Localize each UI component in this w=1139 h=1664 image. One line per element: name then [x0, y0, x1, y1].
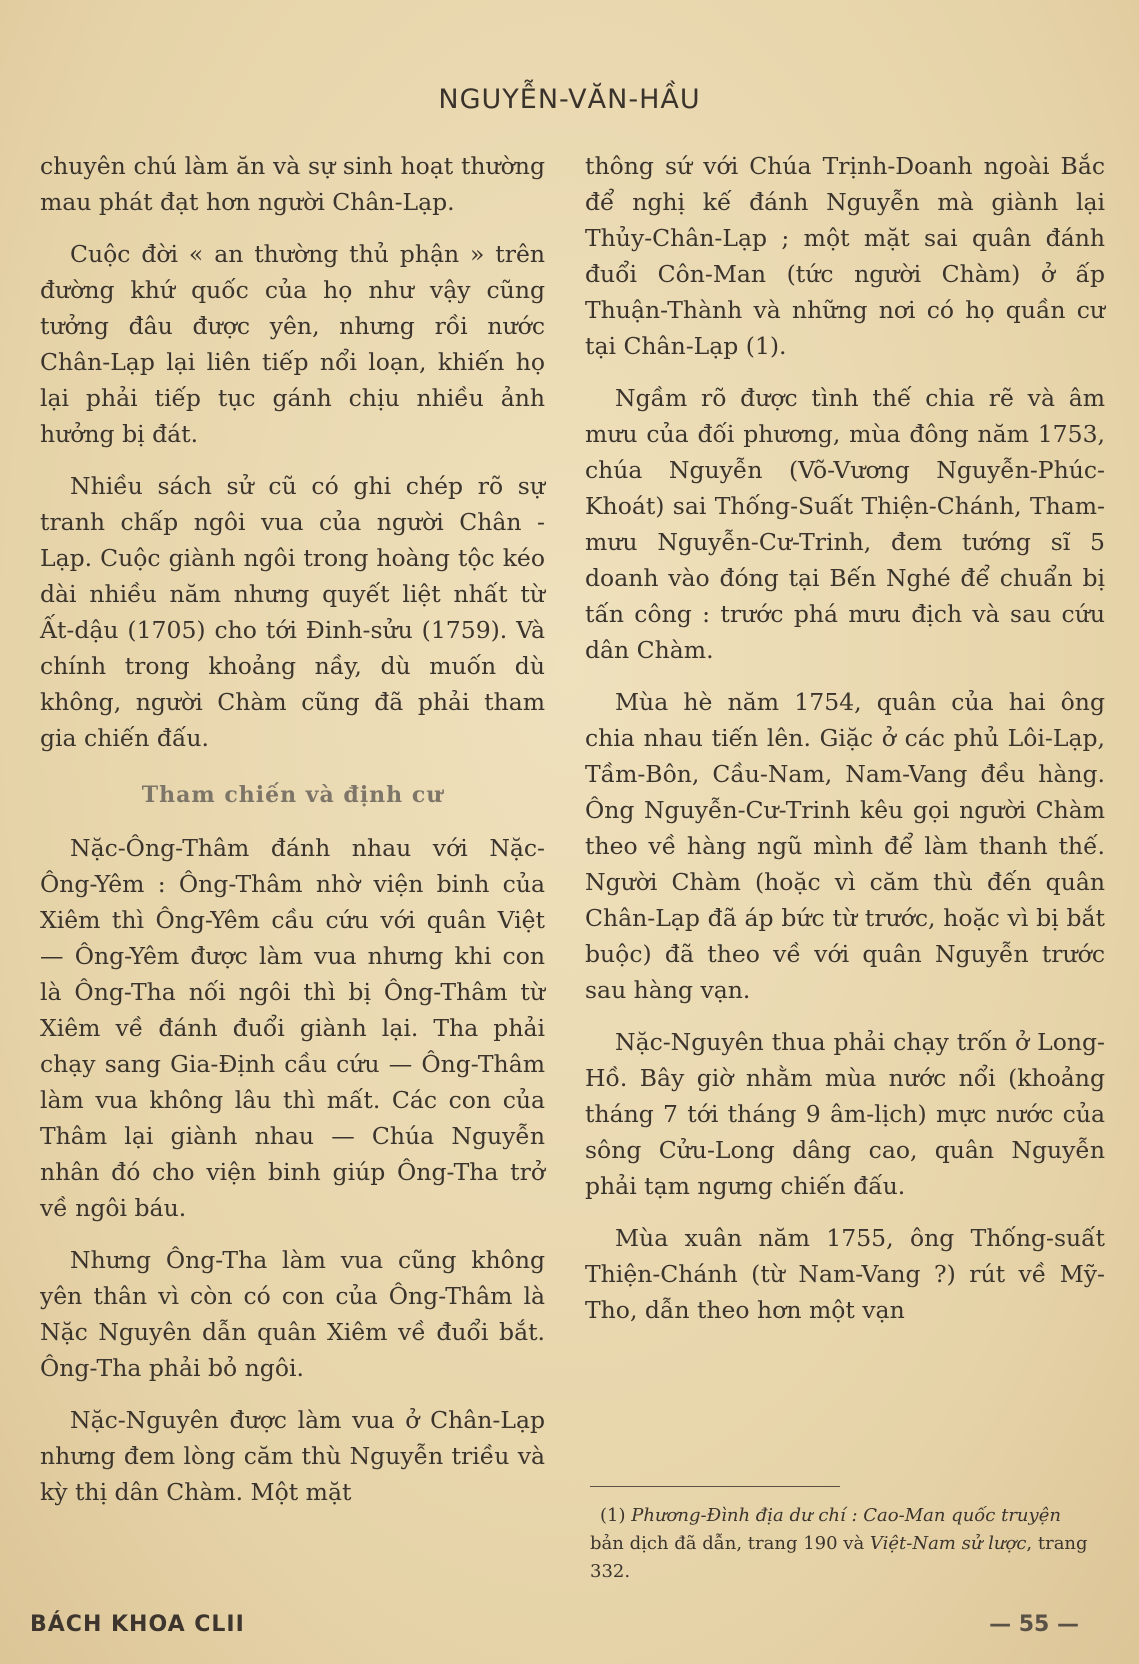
footnote — [590, 1502, 1090, 1586]
footnote-marker: (1) — [600, 1505, 626, 1526]
paragraph: Nặc-Nguyên được làm vua ở Chân-Lạp nhưng đem lòng căm thù Nguyễn triều và kỳ thị dân Chàm. Một mặt — [40, 1406, 545, 1506]
right-column — [585, 148, 1105, 1344]
running-header-title: NGUYỄN-VĂN-HẦU — [438, 84, 701, 115]
paragraph: Nặc-Nguyên thua phải chạy trốn ở Long-Hồ. Bây giờ nhằm mùa nước nổi (khoảng tháng 7 tới tháng 9 âm-lịch) mực nước của sông Cửu-Long dâng cao, quân Nguyễn phải tạm ngưng chiến đấu. — [585, 1028, 1105, 1200]
paragraph: Nhưng Ông-Tha làm vua cũng không yên thân vì còn có con của Ông-Thâm là Nặc Nguyên dẫn quân Xiêm về đuổi bắt. Ông-Tha phải bỏ ngôi. — [40, 1246, 545, 1382]
paragraph: Mùa hè năm 1754, quân của hai ông chia nhau tiến lên. Giặc ở các phủ Lôi-Lạp, Tầm-Bôn, Cầu-Nam, Nam-Vang đều hàng. Ông Nguyễn-Cư-Trinh kêu gọi người Chàm theo về hàng ngũ mình để làm thanh thế. Người Chàm (hoặc vì căm thù đến quân Chân-Lạp đã áp bức từ trước, hoặc vì bị bắt buộc) đã theo về với quân Nguyễn trước sau hàng vạn. — [585, 688, 1105, 1004]
paragraph: Nặc-Ông-Thâm đánh nhau với Nặc-Ông-Yêm : Ông-Thâm nhờ viện binh của Xiêm thì Ông-Yêm cầu cứu với quân Việt — Ông-Yêm được làm vua nhưng khi con là Ông-Tha nối ngôi thì bị Ông-Thâm từ Xiêm về đánh đuổi giành lại. Tha phải chạy sang Gia-Định cầu cứu — Ông-Thâm làm vua không lâu thì mất. Các con của Thâm lại giành nhau — Chúa Nguyễn nhân đó cho viện binh giúp Ông-Tha trở về ngôi báu. — [40, 834, 545, 1222]
paragraph: Cuộc đời « an thường thủ phận » trên đường khứ quốc của họ như vậy cũng tưởng đâu được yên, nhưng rồi nước Chân-Lạp lại liên tiếp nổi loạn, khiến họ lại phải tiếp tục gánh chịu nhiều ảnh hưởng bị đát. — [40, 240, 545, 448]
paragraph: Nhiều sách sử cũ có ghi chép rõ sự tranh chấp ngôi vua của người Chân - Lạp. Cuộc giành ngôi trong hoàng tộc kéo dài nhiều năm nhưng quyết liệt nhất từ Ất-dậu (1705) cho tới Đinh-sửu (1759). Và chính trong khoảng nầy, dù muốn dù không, người Chàm cũng đã phải tham gia chiến đấu. — [40, 472, 545, 752]
paragraph: Mùa xuân năm 1755, ông Thống-suất Thiện-Chánh (từ Nam-Vang ?) rút về Mỹ-Tho, dẫn theo hơn một vạn — [585, 1224, 1105, 1324]
paragraph: Ngầm rõ được tình thế chia rẽ và âm mưu của đối phương, mùa đông năm 1753, chúa Nguyễn (Võ-Vương Nguyễn-Phúc-Khoát) sai Thống-Suất Thiện-Chánh, Tham-mưu Nguyễn-Cư-Trinh, đem tướng sĩ 5 doanh vào đóng tại Bến Nghé để chuẩn bị tấn công : trước phá mưu địch và sau cứu dân Chàm. — [585, 384, 1105, 664]
footnote-text: bản dịch đã dẫn, trang 190 và — [590, 1533, 870, 1554]
footnote-text: , trang 332. — [590, 1533, 1088, 1582]
paragraph: chuyên chú làm ăn và sự sinh hoạt thường mau phát đạt hơn người Chân-Lạp. — [40, 152, 545, 216]
left-column — [40, 148, 545, 1526]
magazine-footer: BÁCH KHOA CLII — [30, 1612, 245, 1637]
page-number: — 55 — — [989, 1612, 1079, 1637]
footnote-divider — [590, 1486, 840, 1487]
footnote-source-title: Phương-Đình địa dư chí : Cao-Man quốc truyện — [631, 1505, 1061, 1526]
section-heading: Tham chiến và định cư — [141, 782, 444, 808]
paragraph: thông sứ với Chúa Trịnh-Doanh ngoài Bắc để nghị kế đánh Nguyễn mà giành lại Thủy-Chân-Lạp ; một mặt sai quân đánh đuổi Côn-Man (tức người Chàm) ở ấp Thuận-Thành và những nơi có họ quần cư tại Chân-Lạp (1). — [585, 152, 1105, 360]
footnote-source-title: Việt-Nam sử lược — [869, 1533, 1027, 1554]
